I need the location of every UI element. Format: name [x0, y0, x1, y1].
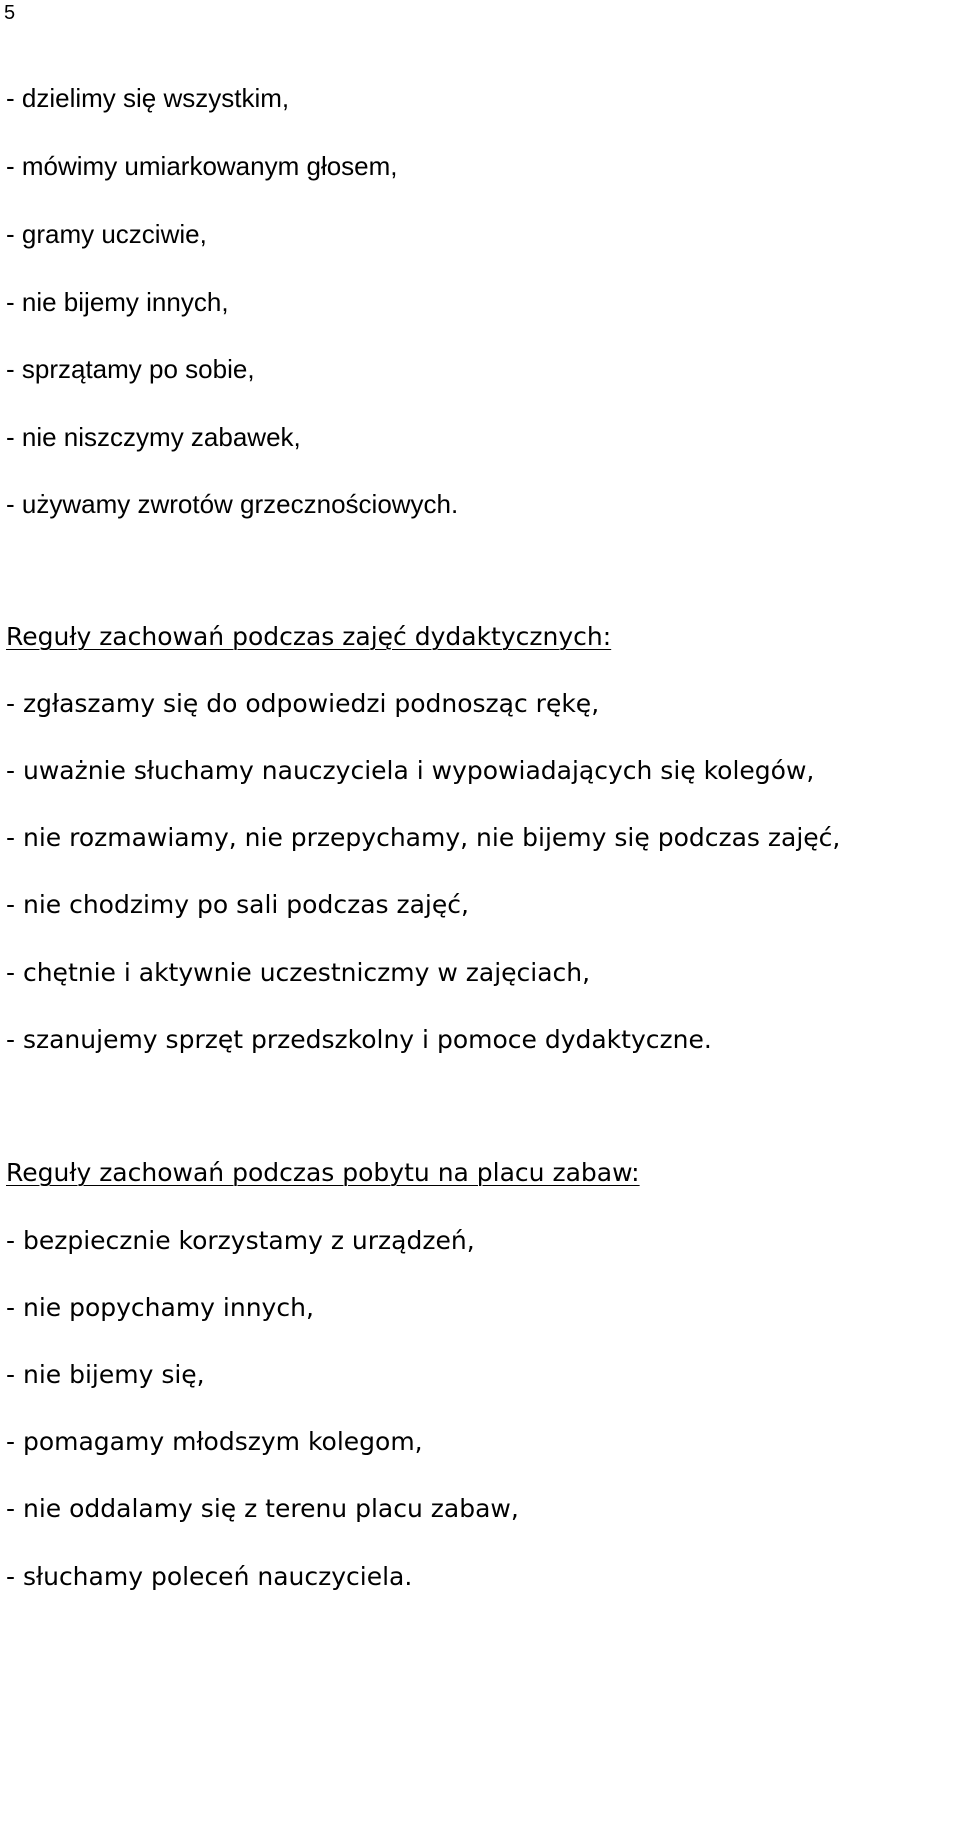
list-item: - uważnie słuchamy nauczyciela i wypowiadających się kolegów,	[6, 756, 815, 785]
list-item: - bezpiecznie korzystamy z urządzeń,	[6, 1226, 475, 1255]
list-item: - dzielimy się wszystkim,	[6, 83, 290, 113]
section-heading-classes: Reguły zachowań podczas zajęć dydaktycznych:	[6, 622, 612, 651]
section-heading-playground: Reguły zachowań podczas pobytu na placu zabaw:	[6, 1158, 640, 1187]
list-item: - nie bijemy innych,	[6, 287, 229, 317]
list-item: - sprzątamy po sobie,	[6, 354, 255, 384]
list-item: - używamy zwrotów grzecznościowych.	[6, 489, 459, 519]
list-item: - gramy uczciwie,	[6, 219, 207, 249]
list-item: - pomagamy młodszym kolegom,	[6, 1427, 423, 1456]
list-item: - nie oddalamy się z terenu placu zabaw,	[6, 1494, 519, 1523]
list-item: - nie chodzimy po sali podczas zajęć,	[6, 890, 469, 919]
list-item: - słuchamy poleceń nauczyciela.	[6, 1562, 413, 1591]
list-item: - nie bijemy się,	[6, 1360, 205, 1389]
list-item: - zgłaszamy się do odpowiedzi podnosząc rękę,	[6, 689, 600, 718]
list-item: - nie niszczymy zabawek,	[6, 422, 301, 452]
list-item: - szanujemy sprzęt przedszkolny i pomoce dydaktyczne.	[6, 1025, 712, 1054]
list-item: - nie rozmawiamy, nie przepychamy, nie bijemy się podczas zajęć,	[6, 823, 841, 852]
list-item: - nie popychamy innych,	[6, 1293, 314, 1322]
list-item: - chętnie i aktywnie uczestniczmy w zajęciach,	[6, 958, 591, 987]
page-number: 5	[4, 2, 16, 24]
list-item: - mówimy umiarkowanym głosem,	[6, 151, 398, 181]
